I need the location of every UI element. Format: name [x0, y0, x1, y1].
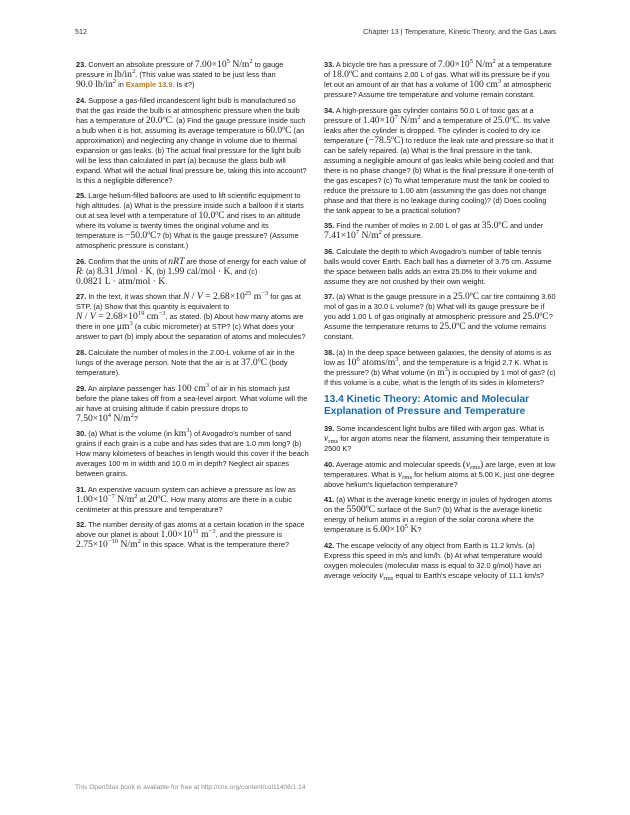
- problem-text: for argon atoms near the filament, assuming their temperature is 2500 K?: [324, 433, 550, 453]
- section-heading: 13.4 Kinetic Theory: Atomic and Molecular Explanation of Pressure and Temperature: [324, 393, 530, 418]
- chapter-title: Chapter 13 | Temperature, Kinetic Theory, and the Gas Laws: [363, 27, 556, 36]
- problem-number: 38.: [324, 347, 335, 357]
- problem-text: to gauge pressure in: [76, 60, 284, 79]
- problem-number: 36.: [324, 246, 335, 256]
- problem-41: [324, 495, 557, 535]
- problem-text: and rises to an altitude where its volume is twenty times the original volume and its temperature is: [76, 211, 301, 241]
- problem-text: Calculate the number of moles in the 2.00-L volume of air in the lungs of the average person. Note that the air is at: [76, 347, 295, 367]
- problem-text: . Its valve leaks after the cylinder is dropped. The cylinder is cooled to dry ice temperature: [324, 115, 551, 145]
- page-footer: This OpenStax book is available for free at http://cnx.org/content/col11406/1.14: [75, 784, 306, 791]
- problem-33: [324, 60, 557, 100]
- problem-text: and a temperature of: [422, 115, 491, 125]
- math: 25.0ºC: [492, 114, 520, 126]
- problem-number: 37.: [324, 292, 335, 302]
- math: 25.0ºC: [522, 311, 549, 323]
- math: $2.75\times 10^{-10}$ $N/m^2$: [76, 538, 141, 551]
- problem-42: [324, 541, 557, 581]
- problem-text: Large helium-filled balloons are used to lift scientific equipment to high altitudes. (a) What is the pressure inside such a balloon if it starts out at sea level with a temperature of: [76, 191, 304, 221]
- math: 100 $cm^3$: [469, 78, 502, 90]
- problem-text: for helium atoms at 5.00 K, just one degree above helium's liquefaction temperature?: [324, 469, 555, 489]
- problem-text: and the volume remains constant.: [324, 322, 547, 342]
- problem-text: Some incandescent light bulbs are filled with argon gas. What is: [336, 423, 545, 433]
- math: $v_{rms}$: [397, 468, 413, 481]
- problem-text: , and the temperature is a frigid 2.7 K. What is the pressure? (b) What volume (in: [324, 357, 548, 377]
- math: 100 $cm^3$: [177, 381, 210, 394]
- math: 5500ºC: [346, 504, 376, 516]
- problem-number: 42.: [324, 540, 335, 550]
- math: $7.00\times 10^5$ $N/m^2$: [194, 58, 253, 70]
- problem-32: [76, 520, 309, 550]
- math: $v_{rms}$: [324, 432, 339, 445]
- problem-31: [76, 485, 309, 515]
- math: 35.0ºC: [481, 220, 508, 232]
- problem-text: An airplane passenger has: [87, 383, 176, 393]
- math: 25.0ºC: [453, 291, 480, 303]
- page-number: 512: [75, 27, 87, 36]
- problem-text: , (b): [152, 266, 166, 276]
- problem-text: in: [118, 80, 124, 89]
- problem-text: and contains 2.00 L of gas. What will its pressure be if you let out an amount of air that has a volume of: [324, 70, 550, 89]
- problem-text: A high-pressure gas cylinder contains 50.0 L of toxic gas at a pressure of: [324, 105, 534, 125]
- math: 10.0ºC: [198, 210, 225, 222]
- math: 90.0 $lb/in^2$: [76, 78, 117, 90]
- problem-text: ?: [417, 525, 422, 535]
- problem-text: are large, even at low temperatures. What is: [324, 459, 556, 479]
- math: $(v_{rms})$: [462, 458, 484, 471]
- problem-text: . (This value was stated to be just less than: [135, 70, 276, 79]
- problem-text: surface of the Sun? (b) What is the average kinetic energy of helium atoms in a region of the solar corona where the temperature is: [324, 505, 542, 535]
- math: $N / V = 2.68\times 10^{25}$ $m^{-3}$: [182, 290, 269, 303]
- problem-text: (body temperature).: [76, 357, 288, 377]
- problem-number: 35.: [324, 221, 335, 231]
- problem-text: .: [165, 276, 168, 286]
- problem-text: ) is occupied by 1 mol of gas? (c) If this volume is a cube, what is the length of its sides in kilometers?: [324, 367, 556, 387]
- problem-text: Convert an absolute pressure of: [88, 60, 193, 69]
- math: 18.0ºC: [332, 69, 359, 80]
- problem-text: of pressure.: [383, 231, 423, 241]
- problem-number: 23.: [76, 60, 87, 69]
- problem-text: . (a) Find the gauge pressure inside such a bulb when it is hot, assuming its average temperature is: [76, 115, 306, 135]
- math: −50.0ºC: [125, 230, 157, 242]
- problem-text: Confirm that the units of: [88, 256, 167, 266]
- problem-text: are those of energy for each value of: [186, 256, 306, 266]
- problem-30: [76, 429, 309, 479]
- problem-number: 41.: [324, 495, 335, 505]
- problem-text: at atmospheric pressure? Assume tire temperature and volume remain constant.: [324, 80, 552, 99]
- problem-40: [324, 460, 557, 490]
- math: 20.0ºC: [145, 114, 172, 126]
- math: $7.41\times 10^7$ $N/m^2$: [324, 229, 382, 242]
- math: 1.99 cal/mol · K: [167, 265, 231, 277]
- problem-text: A bicycle tire has a pressure of: [335, 60, 436, 69]
- problem-text: An expensive vacuum system can achieve a pressure as low as: [87, 484, 296, 494]
- problem-number: 25.: [76, 191, 87, 201]
- problem-text: . How many atoms are there in a cubic centimeter at this pressure and temperature?: [76, 494, 293, 514]
- problem-text: for gas at STP. (a) Show that this quantity is equivalent to: [76, 292, 301, 312]
- problem-number: 26.: [76, 256, 87, 266]
- math: $\mu m^3$: [116, 320, 133, 333]
- math: $m^3$: [437, 365, 448, 378]
- problem-text: (an approximation) and neglecting any change in volume due to thermal expansion or gas leaks. (b) The actual final pressure for the light bulb will be less than calculated in part (a) because the glass bulb will expand. What will the actual final pressure be, taking this into account? Is this a negligible difference?: [76, 125, 307, 185]
- problem-34: [324, 106, 557, 216]
- problem-number: 28.: [76, 347, 87, 357]
- math: $lb/in^2$: [114, 68, 136, 80]
- problem-text: equal to Earth's escape velocity of 11.1 km/s?: [395, 570, 544, 580]
- problem-text: car tire containing 3.60 mol of gas in a 30.0 L volume? (b) What will its gauge pressure be if you add 1.00 L of gas originally at atmospheric pressure and: [324, 292, 556, 322]
- math: 20ºC: [147, 493, 167, 505]
- problem-number: 29.: [76, 383, 87, 393]
- problem-text: Average atomic and molecular speeds: [335, 459, 461, 469]
- problem-24: [76, 96, 309, 186]
- problem-35: [324, 221, 557, 241]
- problem-26: [76, 257, 309, 287]
- math: (−78.5ºC): [365, 134, 404, 146]
- problem-text: (a) What is the volume (in: [88, 429, 172, 439]
- math: 25.0ºC: [439, 321, 466, 333]
- problem-text: Suppose a gas-filled incandescent light bulb is manufactured so that the gas inside the bulb is at atmospheric pressure when the bulb has a temperature of: [76, 95, 300, 125]
- problem-29: [76, 381, 309, 424]
- problem-text: In the text, it was shown that: [88, 292, 181, 302]
- problem-number: 24.: [76, 95, 87, 105]
- problem-number: 40.: [324, 459, 335, 469]
- problem-text: at: [139, 494, 146, 504]
- problem-text: . Is it?): [172, 80, 195, 89]
- right-column: [324, 60, 557, 586]
- problem-38: [324, 348, 557, 388]
- problem-text: in this space. What is the temperature there?: [142, 540, 290, 550]
- problem-36: [324, 247, 557, 287]
- problem-text: (a) What is the average kinetic energy in joules of hydrogen atoms on the: [324, 495, 552, 515]
- problem-25: [76, 191, 309, 251]
- math: 60.0ºC: [265, 124, 292, 136]
- math: $N / V = 2.68\times 10^{19}$ $cm^{-3}$: [76, 310, 166, 323]
- problem-27: [76, 292, 309, 342]
- problem-text: (a) In the deep space between galaxies, the density of atoms is as low as: [324, 347, 552, 367]
- problem-28: [76, 348, 309, 378]
- example-link[interactable]: Example 13.9: [125, 80, 173, 89]
- problem-text: ? Assume the temperature returns to: [324, 312, 553, 332]
- problem-text: of air in his stomach just before the plane takes off from a sea-level airport. What volume will the air have at cruising altitude if cabin pressure drops to: [76, 383, 308, 413]
- math: $6.00\times 10^5$ K: [373, 523, 418, 536]
- problem-number: 33.: [324, 60, 335, 69]
- problem-number: 32.: [76, 520, 87, 530]
- problem-text: , and (c): [230, 266, 258, 276]
- problem-text: to reduce the leak rate and pressure so that it can be safely repaired. (a) What is the final pressure in the tank, assuming a negligible amount of gas leaks while being cooled and that there is no phase change? (b) What is the final pressure if one-tenth of the gas escapes? (c) To what temperature must the tank be cooled to reduce the pressure to 1.00 atm (assuming the gas does not change phase and that there is no leakage during cooling)? (d) Does cooling the tank appear to be a practical solution?: [324, 135, 554, 215]
- math: $km^3$: [173, 427, 190, 440]
- math: 0.0821 L · atm/mol · K: [76, 275, 166, 287]
- problem-text: Calculate the depth to which Avogadro's number of table tennis balls would cover Earth. Each ball has a diameter of 3.75 cm. Assume the space between balls adds an extra 25.0% to their volume and assume they are not crushed by their own weight.: [324, 246, 552, 286]
- math: $1.00\times 10^{11}$ $m^{-3}$: [160, 528, 216, 541]
- problem-37: [324, 292, 557, 342]
- math: $v_{rms}$: [379, 569, 394, 582]
- problem-text: ) of Avogadro's number of sand grains if each grain is a cube and has sides that are 1.0 mm long? (b) How many kilometers of beaches in length would this cover if the beach averages 100 m in width and 10.0 m in depth? Neglect air spaces between grains.: [76, 429, 309, 479]
- problem-text: , as stated. (b) About how many atoms are there in one: [76, 312, 304, 332]
- problem-text: at a temperature of: [324, 60, 552, 79]
- problem-number: 34.: [324, 105, 335, 115]
- page-header: [75, 27, 556, 39]
- math: $7.00\times 10^5$ $N/m^2$: [437, 58, 496, 70]
- problem-text: Find the number of moles in 2.00 L of gas at: [336, 221, 480, 231]
- problem-number: 31.: [76, 484, 87, 494]
- math: $1.40\times 10^7$ $N/m^2$: [362, 113, 421, 126]
- math: $1.00\times 10^{-7}$ $N/m^2$: [76, 492, 138, 505]
- problem-text: ?: [133, 413, 138, 423]
- problem-number: 30.: [76, 429, 87, 439]
- problem-text: and under: [509, 221, 544, 231]
- math: R: [76, 265, 82, 277]
- problem-text: (a cubic micrometer) at STP? (c) What does your answer to part (b) imply about the separation of atoms and molecules?: [76, 322, 306, 342]
- problem-39: [324, 424, 557, 454]
- problem-number: 27.: [76, 292, 87, 302]
- math: nRT: [168, 255, 185, 267]
- math: 8.31 J/mol · K: [96, 265, 153, 277]
- problem-23: [76, 60, 309, 90]
- math: $7.50\times 10^4$ $N/m^2$: [76, 411, 134, 424]
- problem-text: : (a): [81, 266, 95, 276]
- left-column: [76, 60, 309, 556]
- math: $10^6$ atoms/$m^3$: [346, 355, 399, 368]
- problem-text: The number density of gas atoms at a certain location in the space above our planet is about: [76, 520, 305, 540]
- math: 37.0ºC: [240, 356, 268, 368]
- problem-text: ? (b) What is the gauge pressure? (Assume atmospheric pressure is constant.): [76, 231, 299, 251]
- problem-text: (a) What is the gauge pressure in a: [336, 292, 451, 302]
- problem-text: , and the pressure is: [215, 530, 283, 540]
- problem-text: The escape velocity of any object from Earth is 11.2 km/s. (a) Express this speed in m/s and km/h. (b) At what temperature would oxygen molecules (molecular mass is equal to 32.0 g/mol) have an average velocity: [324, 540, 542, 580]
- problem-number: 39.: [324, 423, 335, 433]
